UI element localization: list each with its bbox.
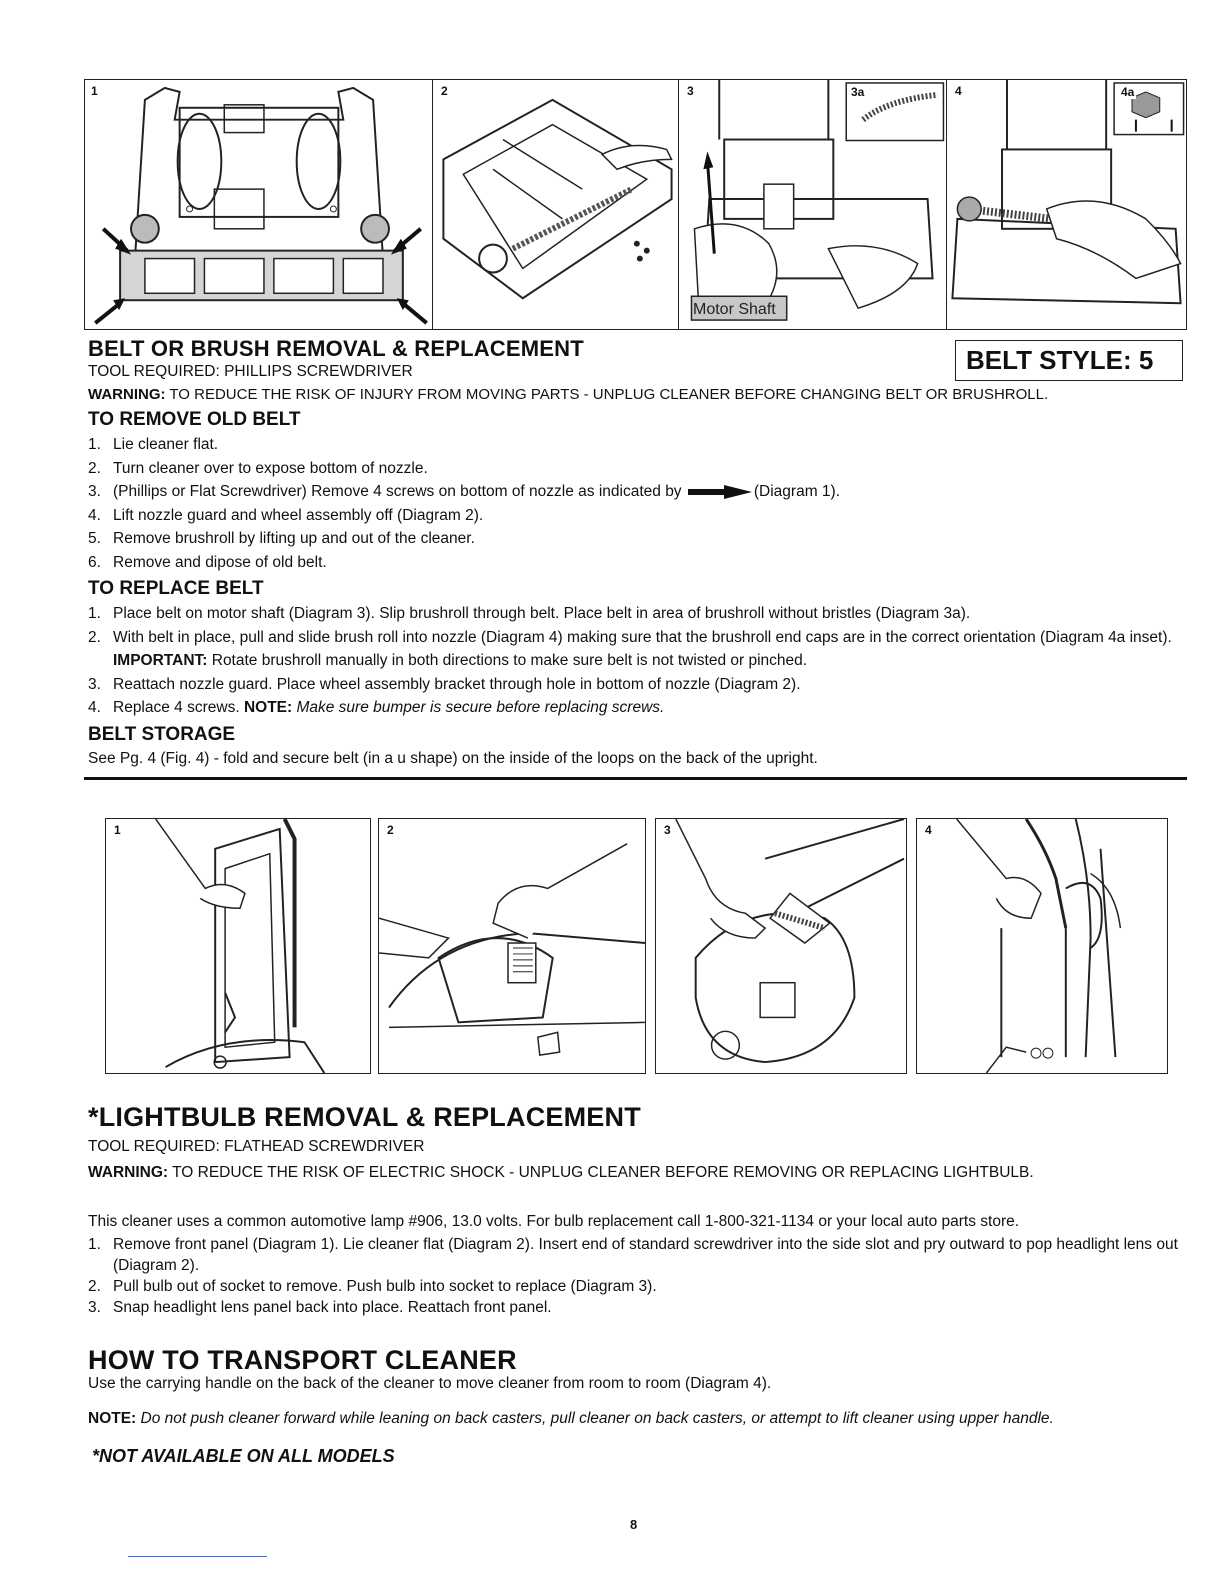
list-item: 2. With belt in place, pull and slide brush roll into nozzle (Diagram 4) making sure that the brushroll end caps are in the correct orientation (Diagram 4a inset). IMPORTANT: Rotate brushroll manually in both directions to make sure belt is not twisted or pinched. bbox=[88, 628, 1172, 669]
belt-tool-required: TOOL REQUIRED: PHILLIPS SCREWDRIVER bbox=[88, 363, 413, 380]
bottom-figure-1-label: 1 bbox=[114, 823, 121, 837]
lightbulb-intro: This cleaner uses a common automotive lamp #906, 13.0 volts. For bulb replacement call 1-800-321-1134 or your local auto parts store. bbox=[88, 1213, 1020, 1230]
bulb-socket-drawing bbox=[656, 819, 906, 1073]
replace-belt-steps bbox=[88, 602, 1188, 720]
section-divider bbox=[84, 777, 1187, 780]
list-item: 5. Remove brushroll by lifting up and out of the cleaner. bbox=[88, 530, 475, 547]
figure-2-nozzle-guard bbox=[433, 79, 679, 330]
list-item: 4. Replace 4 screws. NOTE: Make sure bumper is secure before replacing screws. bbox=[88, 699, 665, 716]
lightbulb-warning bbox=[88, 1164, 1034, 1182]
replace-belt-heading: TO REPLACE BELT bbox=[88, 578, 264, 599]
list-item: 2. Turn cleaner over to expose bottom of nozzle. bbox=[88, 459, 428, 477]
transport-section-title: HOW TO TRANSPORT CLEANER bbox=[88, 1345, 517, 1375]
lightbulb-warning-text: TO REDUCE THE RISK OF ELECTRIC SHOCK - UNPLUG CLEANER BEFORE REMOVING OR REPLACING LIGHTBULB. bbox=[168, 1164, 1034, 1181]
belt-warning-text: TO REDUCE THE RISK OF INJURY FROM MOVING PARTS - UNPLUG CLEANER BEFORE CHANGING BELT OR BRUSHROLL. bbox=[165, 386, 1049, 403]
list-item: 2. Pull bulb out of socket to remove. Push bulb into socket to replace (Diagram 3). bbox=[88, 1278, 657, 1295]
figure-4-carry-handle bbox=[916, 818, 1168, 1074]
figure-1-label: 1 bbox=[91, 84, 98, 98]
figure-3a-inset-label: 3a bbox=[851, 85, 865, 99]
remove-belt-steps bbox=[88, 433, 1188, 574]
belt-style-badge: BELT STYLE: 5 bbox=[955, 340, 1183, 381]
figure-3-bulb-socket bbox=[655, 818, 907, 1074]
headlight-lens-drawing bbox=[379, 819, 645, 1073]
transport-note bbox=[88, 1410, 1054, 1428]
belt-warning-label: WARNING: bbox=[88, 386, 166, 403]
belt-storage-text: See Pg. 4 (Fig. 4) - fold and secure belt (in a u shape) on the inside of the loops on the back of the upright. bbox=[88, 750, 818, 767]
list-item: 4. Lift nozzle guard and wheel assembly off (Diagram 2). bbox=[88, 506, 484, 524]
figure-4-label: 4 bbox=[955, 84, 962, 98]
list-item: 6. Remove and dipose of old belt. bbox=[88, 553, 327, 571]
bottom-figure-2-label: 2 bbox=[387, 823, 394, 837]
figure-4-brushroll-install bbox=[947, 79, 1187, 330]
remove-belt-heading: TO REMOVE OLD BELT bbox=[88, 409, 301, 430]
availability-note: *NOT AVAILABLE ON ALL MODELS bbox=[92, 1446, 395, 1466]
transport-text: Use the carrying handle on the back of the cleaner to move cleaner from room to room (Diagram 4). bbox=[88, 1375, 772, 1392]
belt-section-title: BELT OR BRUSH REMOVAL & REPLACEMENT bbox=[88, 336, 584, 361]
footer-line bbox=[128, 1556, 267, 1557]
belt-storage-heading: BELT STORAGE bbox=[88, 724, 236, 745]
list-item: 3. (Phillips or Flat Screwdriver) Remove 4 screws on bottom of nozzle as indicated by (Diagram 1). bbox=[88, 483, 841, 500]
motor-shaft-caption: Motor Shaft bbox=[693, 301, 776, 318]
figure-2-label: 2 bbox=[441, 84, 448, 98]
bottom-figure-3-label: 3 bbox=[664, 823, 671, 837]
arrow-right-icon bbox=[688, 485, 752, 499]
transport-note-label: NOTE: bbox=[88, 1410, 137, 1427]
front-panel-drawing bbox=[106, 819, 370, 1073]
nozzle-bottom-drawing bbox=[85, 80, 432, 329]
lightbulb-section-title: *LIGHTBULB REMOVAL & REPLACEMENT bbox=[88, 1102, 641, 1132]
brushroll-install-drawing bbox=[947, 80, 1186, 329]
figure-3-motor-shaft bbox=[679, 79, 947, 330]
lightbulb-warning-label: WARNING: bbox=[88, 1164, 169, 1181]
list-item: 3. Reattach nozzle guard. Place wheel assembly bracket through hole in bottom of nozzle (Diagram 2). bbox=[88, 675, 801, 693]
list-item: 1. Place belt on motor shaft (Diagram 3). Slip brushroll through belt. Place belt in area of brushroll without bristles (Diagram 3a). bbox=[88, 605, 971, 622]
figure-4a-inset-label: 4a bbox=[1121, 85, 1135, 99]
figure-1-nozzle-bottom bbox=[84, 79, 433, 330]
list-item: 1. Remove front panel (Diagram 1). Lie cleaner flat (Diagram 2). Insert end of standard screwdriver into the side slot and pry outward to pop headlight lens out (Diagram 2). bbox=[88, 1236, 1178, 1274]
figure-3-label: 3 bbox=[687, 84, 694, 98]
figure-1-front-panel bbox=[105, 818, 371, 1074]
page-number: 8 bbox=[630, 1517, 638, 1532]
carry-handle-drawing bbox=[917, 819, 1167, 1073]
bottom-figure-4-label: 4 bbox=[925, 823, 932, 837]
motor-shaft-drawing bbox=[679, 80, 946, 329]
belt-warning bbox=[88, 386, 1048, 403]
lightbulb-tool-required: TOOL REQUIRED: FLATHEAD SCREWDRIVER bbox=[88, 1138, 425, 1155]
list-item: 1. Lie cleaner flat. bbox=[88, 436, 219, 453]
transport-note-text: Do not push cleaner forward while leaning on back casters, pull cleaner on back casters, or attempt to lift cleaner using upper handle. bbox=[136, 1410, 1054, 1427]
figure-2-headlight-lens bbox=[378, 818, 646, 1074]
lightbulb-steps bbox=[88, 1234, 1188, 1318]
nozzle-guard-drawing bbox=[433, 80, 678, 329]
list-item: 3. Snap headlight lens panel back into place. Reattach front panel. bbox=[88, 1299, 552, 1316]
